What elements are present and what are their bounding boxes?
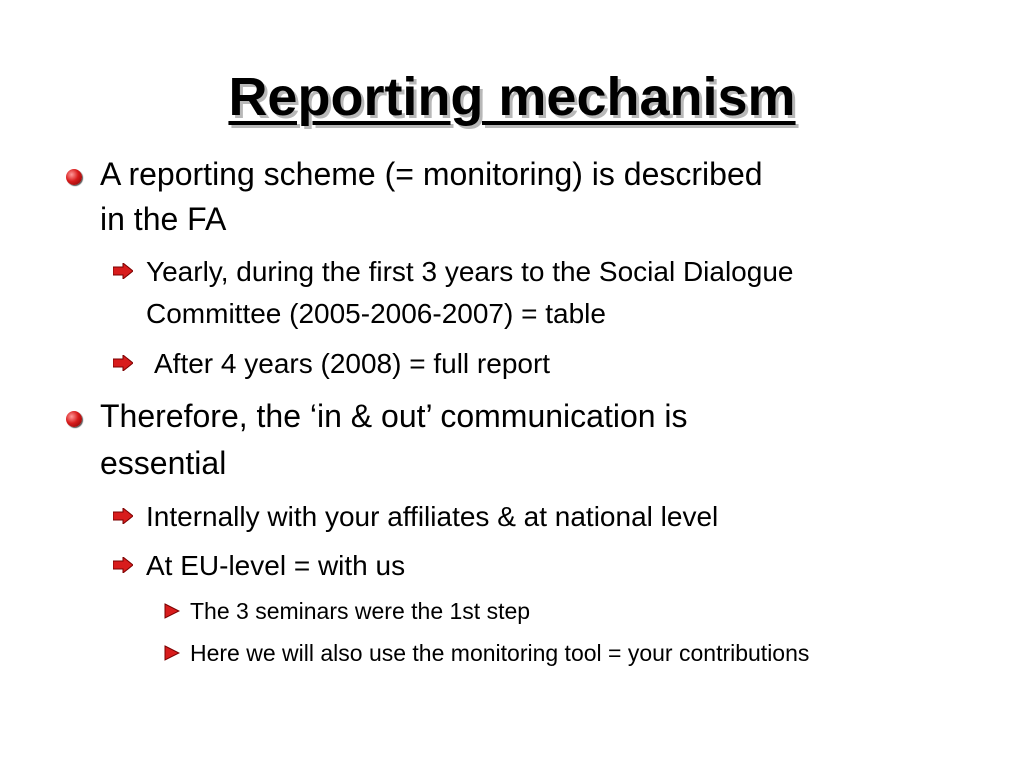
bullet-2-2-line-1: At EU-level = with us <box>146 550 406 581</box>
red-ball-bullet-icon <box>66 169 82 185</box>
bullet-1-line-1: A reporting scheme (= monitoring) is described <box>100 156 763 192</box>
bullet-1-2-line-1: After 4 years (2008) = full report <box>154 348 551 379</box>
bullet-2-line-2: essential <box>100 445 227 481</box>
red-arrow-bullet-icon <box>113 263 133 279</box>
bullet-1-1-line-1: Yearly, during the first 3 years to the Social Dialogue <box>146 256 794 287</box>
bullet-1-line-2: in the FA <box>100 201 227 237</box>
bullet-2-2-1-line-1: The 3 seminars were the 1st step <box>190 598 531 624</box>
slide-title: Reporting mechanism <box>228 67 796 127</box>
red-arrow-bullet-icon <box>113 355 133 371</box>
red-arrow-bullet-icon <box>113 557 133 573</box>
red-triangle-bullet-icon <box>164 645 180 661</box>
red-ball-bullet-icon <box>66 411 82 427</box>
red-triangle-bullet-icon <box>164 603 180 619</box>
red-arrow-bullet-icon <box>113 508 133 524</box>
bullet-1-1-line-2: Committee (2005-2006-2007) = table <box>146 298 606 329</box>
bullet-2-1-line-1: Internally with your affiliates & at national level <box>146 501 719 532</box>
bullet-2-2-2-line-1: Here we will also use the monitoring tool = your contributions <box>190 640 810 666</box>
bullet-2-line-1: Therefore, the ‘in & out’ communication is <box>100 398 688 434</box>
